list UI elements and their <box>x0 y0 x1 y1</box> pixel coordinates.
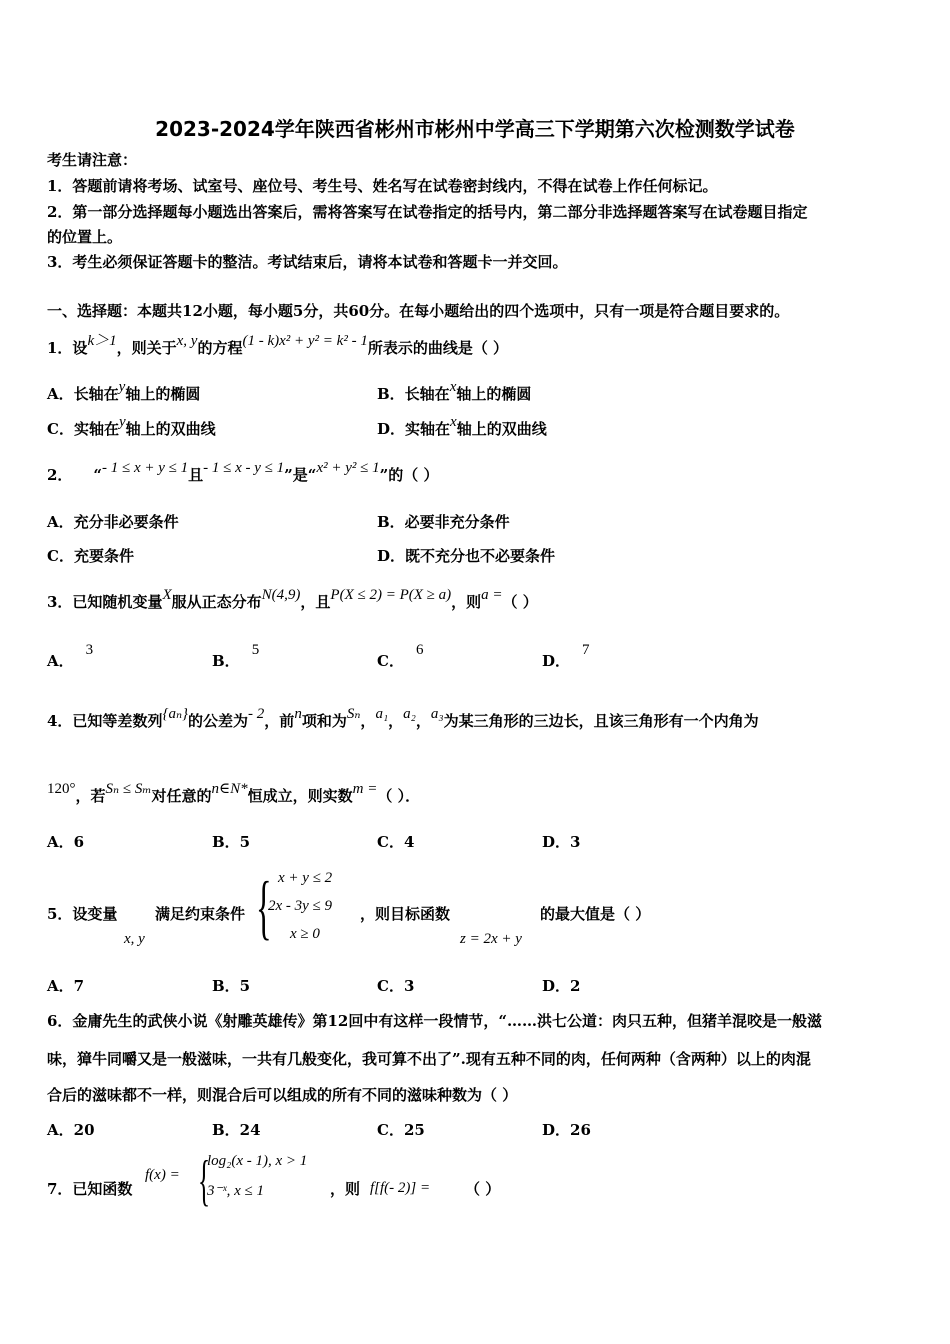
q2-number: 2． <box>47 466 73 484</box>
q5-option-b[interactable]: B．5 <box>212 977 251 995</box>
q6-option-d[interactable]: D．26 <box>542 1121 591 1139</box>
q2-text: “ <box>93 466 102 484</box>
q4-text: 4．已知等差数列 <box>47 712 163 730</box>
q5-system-brace: { <box>256 867 272 947</box>
section-heading: 一、选择题：本题共12小题，每小题5分，共60分。在每小题给出的四个选项中，只有一项是符合题目要求的。 <box>47 302 790 320</box>
q7-math-query: f[f(- 2)] = <box>370 1180 431 1196</box>
q2-option-d[interactable]: D．既不充分也不必要条件 <box>377 547 556 565</box>
option-label: A．长轴在 <box>47 385 119 403</box>
q1-text: 1．设 <box>47 339 88 357</box>
question-2 <box>47 460 439 486</box>
option-label: D． <box>542 652 571 670</box>
q5-math-objective: z = 2x + y <box>460 931 522 947</box>
q4-text: 恒成立，则实数 <box>247 787 353 805</box>
q7-piecewise-brace: { <box>198 1150 211 1212</box>
q5-option-a[interactable]: A．7 <box>47 977 85 995</box>
question-4 <box>47 706 759 732</box>
q4-math-seq: {aₙ} <box>162 706 189 722</box>
option-text: 轴上的双曲线 <box>125 420 216 438</box>
q7-case-2: 3⁻ˣ, x ≤ 1 <box>207 1183 265 1199</box>
q3-text: ，且 <box>300 593 331 611</box>
q4-math-m: m = <box>352 781 378 797</box>
notice-item-2-cont: 的位置上。 <box>47 228 123 246</box>
q5-math-vars: x, y <box>124 931 145 947</box>
q3-option-b[interactable] <box>212 642 260 672</box>
option-value: 5 <box>251 642 260 658</box>
q5-constraint-2: 2x - 3y ≤ 9 <box>268 898 333 914</box>
q1-option-a[interactable] <box>47 379 201 405</box>
q4-text: 为某三角形的三边长，且该三角形有一个内角为 <box>443 712 759 730</box>
q1-text: 所表示的曲线是（ ） <box>367 339 509 357</box>
q7-text-1: 7．已知函数 <box>47 1180 133 1198</box>
option-var: x <box>449 379 457 395</box>
q7-text-3: （ ） <box>465 1180 501 1198</box>
q7-case-1: log₂(x - 1), x > 1 <box>207 1153 308 1169</box>
q4-math-angle: 120° <box>47 781 76 797</box>
q5-text-4: 的最大值是（ ） <box>540 905 651 923</box>
q5-text-1: 5．设变量 <box>47 905 118 923</box>
q4-text: 的公差为 <box>188 712 249 730</box>
option-var: y <box>118 379 126 395</box>
question-6-line-2: 味，獐牛同嚼又是一般滋味，一共有几般变化，我可算不出了”.现有五种不同的肉，任何两种（含两种）以上的肉混 <box>47 1050 811 1068</box>
q4-math-a2: a₂ <box>403 706 416 722</box>
q2-text: 且 <box>188 466 204 484</box>
q4-text: 对任意的 <box>151 787 212 805</box>
q7-math-f: f(x) = <box>145 1167 180 1183</box>
q5-text-3: ，则目标函数 <box>360 905 451 923</box>
question-6-line-3: 合后的滋味都不一样，则混合后可以组成的所有不同的滋味种数为（ ） <box>47 1086 518 1104</box>
option-label: D．实轴在 <box>377 420 451 438</box>
option-label: C． <box>377 652 404 670</box>
q5-option-c[interactable]: C．3 <box>377 977 415 995</box>
q4-text: ，前 <box>264 712 295 730</box>
q4-option-a[interactable]: A．6 <box>47 833 85 851</box>
q4-text: （ ）． <box>377 787 421 805</box>
q1-math-xy: x, y <box>176 333 198 349</box>
q4-math-d: - 2 <box>248 706 265 722</box>
question-6-line-1: 6．金庸先生的武侠小说《射雕英雄传》第12回中有这样一段情节，“……洪七公道：肉只五种，但猪羊混咬是一般滋 <box>47 1012 822 1030</box>
option-var: y <box>118 414 126 430</box>
option-value: 6 <box>415 642 424 658</box>
option-text: 轴上的椭圆 <box>125 385 201 403</box>
q4-option-b[interactable]: B．5 <box>212 833 251 851</box>
q4-text: ， <box>388 712 404 730</box>
q6-option-b[interactable]: B．24 <box>212 1121 261 1139</box>
q5-text-2: 满足约束条件 <box>155 905 246 923</box>
q4-math-ineq: Sₙ ≤ Sₘ <box>105 781 152 797</box>
q3-option-c[interactable] <box>377 642 424 672</box>
q5-option-d[interactable]: D．2 <box>542 977 581 995</box>
question-1 <box>47 333 509 359</box>
q4-math-a1: a₁ <box>375 706 389 722</box>
q1-option-b[interactable] <box>377 379 532 405</box>
notice-item-3: 3．考生必须保证答题卡的整洁。考试结束后，请将本试卷和答题卡一并交回。 <box>47 253 568 271</box>
q3-text: 服从正态分布 <box>171 593 262 611</box>
q2-math-3: x² + y² ≤ 1 <box>316 460 380 476</box>
question-4-cont <box>47 781 421 807</box>
q5-constraint-3: x ≥ 0 <box>290 926 320 942</box>
q1-text: ，则关于 <box>116 339 177 357</box>
option-value: 3 <box>85 642 94 658</box>
q2-option-a[interactable]: A．充分非必要条件 <box>47 513 179 531</box>
q3-math-prob: P(X ≤ 2) = P(X ≥ a) <box>330 587 452 603</box>
q1-math-k: k＞1 <box>87 333 117 349</box>
option-value: 7 <box>582 642 590 658</box>
q5-constraint-1: x + y ≤ 2 <box>278 870 333 886</box>
q3-text: （ ） <box>502 593 538 611</box>
q2-option-c[interactable]: C．充要条件 <box>47 547 134 565</box>
q2-text: ”是“ <box>284 466 317 484</box>
notice-heading: 考生请注意： <box>47 151 138 169</box>
q3-math-normal: N(4,9) <box>261 587 301 603</box>
q6-option-c[interactable]: C．25 <box>377 1121 425 1139</box>
q4-math-n-set: n∈N* <box>211 781 248 797</box>
q1-option-d[interactable] <box>377 414 547 440</box>
option-label: B．长轴在 <box>377 385 450 403</box>
q4-math-a3: a₃ <box>430 706 444 722</box>
q4-option-c[interactable]: C．4 <box>377 833 415 851</box>
q4-text: 项和为 <box>301 712 347 730</box>
q3-text: 3．已知随机变量 <box>47 593 163 611</box>
q1-option-c[interactable] <box>47 414 216 440</box>
q4-math-Sn: Sₙ <box>346 706 361 722</box>
q7-text-2: ，则 <box>330 1180 361 1198</box>
q4-text: ， <box>415 712 431 730</box>
q6-option-a[interactable]: A．20 <box>47 1121 95 1139</box>
q3-option-d[interactable] <box>542 642 590 672</box>
q2-math-1: - 1 ≤ x + y ≤ 1 <box>101 460 189 476</box>
q1-text: 的方程 <box>197 339 243 357</box>
option-text: 轴上的椭圆 <box>456 385 532 403</box>
q4-math-n: n <box>294 706 302 722</box>
q2-math-2: - 1 ≤ x - y ≤ 1 <box>203 460 285 476</box>
q3-math-X: X <box>162 587 172 603</box>
q1-math-equation: (1 - k)x² + y² = k² - 1 <box>242 333 368 349</box>
q3-option-a[interactable] <box>47 642 94 672</box>
q4-text: ， <box>360 712 376 730</box>
question-3 <box>47 587 538 613</box>
q3-text: ，则 <box>451 593 482 611</box>
option-label: B． <box>212 652 240 670</box>
q4-option-d[interactable]: D．3 <box>542 833 581 851</box>
option-label: A． <box>47 652 74 670</box>
q2-option-b[interactable]: B．必要非充分条件 <box>377 513 510 531</box>
q3-math-a: a = <box>481 587 503 603</box>
q4-text: ，若 <box>75 787 106 805</box>
q2-text: ”的（ ） <box>379 466 439 484</box>
option-text: 轴上的双曲线 <box>456 420 547 438</box>
notice-item-2: 2．第一部分选择题每小题选出答案后，需将答案写在试卷指定的括号内，第二部分非选择题答案写在试卷题目指定 <box>47 203 808 221</box>
option-var: x <box>450 414 457 430</box>
notice-item-1: 1．答题前请将考场、试室号、座位号、考生号、姓名写在试卷密封线内，不得在试卷上作任何标记。 <box>47 177 718 195</box>
option-label: C．实轴在 <box>47 420 119 438</box>
page-title: 2023-2024学年陕西省彬州市彬州中学高三下学期第六次检测数学试卷 <box>155 117 795 141</box>
